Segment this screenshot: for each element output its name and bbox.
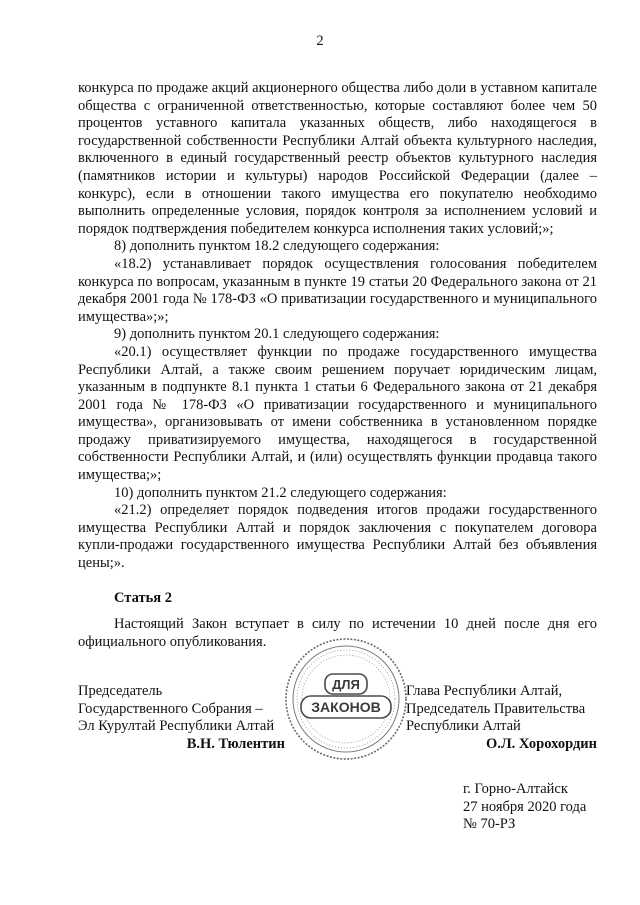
signatory-left-title — [78, 683, 274, 736]
page-number: 2 — [316, 33, 324, 49]
signatory-right-title — [406, 683, 585, 736]
seal-line2: ЗАКОНОВ — [311, 699, 381, 715]
signatory-left-name: В.Н. Тюлентин — [186, 736, 285, 752]
signatory-left-line1: Председатель — [78, 683, 163, 699]
signatory-right-line3: Республики Алтай — [406, 718, 521, 735]
document-body — [78, 80, 597, 651]
footer-date: 27 ноября 2020 года — [463, 798, 587, 815]
signatory-left-line2: Государственного Собрания – — [78, 700, 263, 717]
footer-place: г. Горно-Алтайск — [463, 781, 568, 797]
body-paragraph-1: конкурса по продаже акций акционерного общества либо доли в уставном капитале общества с ограниченной ответственностью, которые составляют более чем 50 процентов уставного капитала указанных обществ, либо находящегося в государственной собственности Республики Алтай объекта культурного наследия, включенного в единый государственный реестр объектов культурного наследия (памятников истории и культуры) народов Российской Федерации (далее – конкурс), если в отношении такого имущества его покупателю необходимо выполнить определенные условия, порядок контроля за исполнением условий и порядок подтверждения победителем конкурса исполнения таких условий;»; — [78, 80, 597, 237]
body-paragraph-6: 10) дополнить пунктом 21.2 следующего содержания: — [114, 484, 447, 501]
article-heading: Статья 2 — [114, 589, 172, 606]
signatory-right-line1: Глава Республики Алтай, — [406, 683, 563, 699]
footer-number: № 70-РЗ — [463, 816, 516, 833]
signatory-left-line3: Эл Курултай Республики Алтай — [78, 718, 275, 735]
signatory-right-name: О.Л. Хорохордин — [485, 736, 597, 752]
body-paragraph-5: «20.1) осуществляет функции по продаже государственного имущества Республики Алтай, а также своим решением поручает юридическим лицам, указанным в подпункте 8.1 пункта 1 статьи 6 Федерального закона от 21 декабря 2001 года № 178-ФЗ «О приватизации государственного и муниципального имущества», организовывать от имени собственника в установленном порядке продажу приватизируемого имущества, находящегося в государственной собственности Республики Алтай, и (или) осуществлять функции продавца такого имущества;»; — [78, 343, 597, 484]
seal-line1: ДЛЯ — [332, 677, 360, 692]
document-footer — [463, 781, 586, 834]
article-text: Настоящий Закон вступает в силу по истечении 10 дней после дня его официального опубликования. — [78, 616, 597, 650]
body-paragraph-4: 9) дополнить пунктом 20.1 следующего содержания: — [114, 326, 440, 343]
body-paragraph-2: 8) дополнить пунктом 18.2 следующего содержания: — [114, 238, 440, 255]
official-seal — [283, 636, 409, 762]
body-paragraph-3: «18.2) устанавливает порядок осуществления голосования победителем конкурса по вопросам, указанным в пункте 19 статьи 20 Федерального закона от 21 декабря 2001 года № 178-ФЗ «О приватизации государственного и муниципального имущества»;»; — [78, 255, 597, 325]
body-paragraph-7: «21.2) определяет порядок подведения итогов продажи государственного имущества Республики Алтай и порядок заключения с покупателем договора купли-продажи государственного имущества Республики Алтай без объявления цены;». — [78, 502, 597, 572]
signatory-right-line2: Председатель Правительства — [406, 700, 586, 717]
